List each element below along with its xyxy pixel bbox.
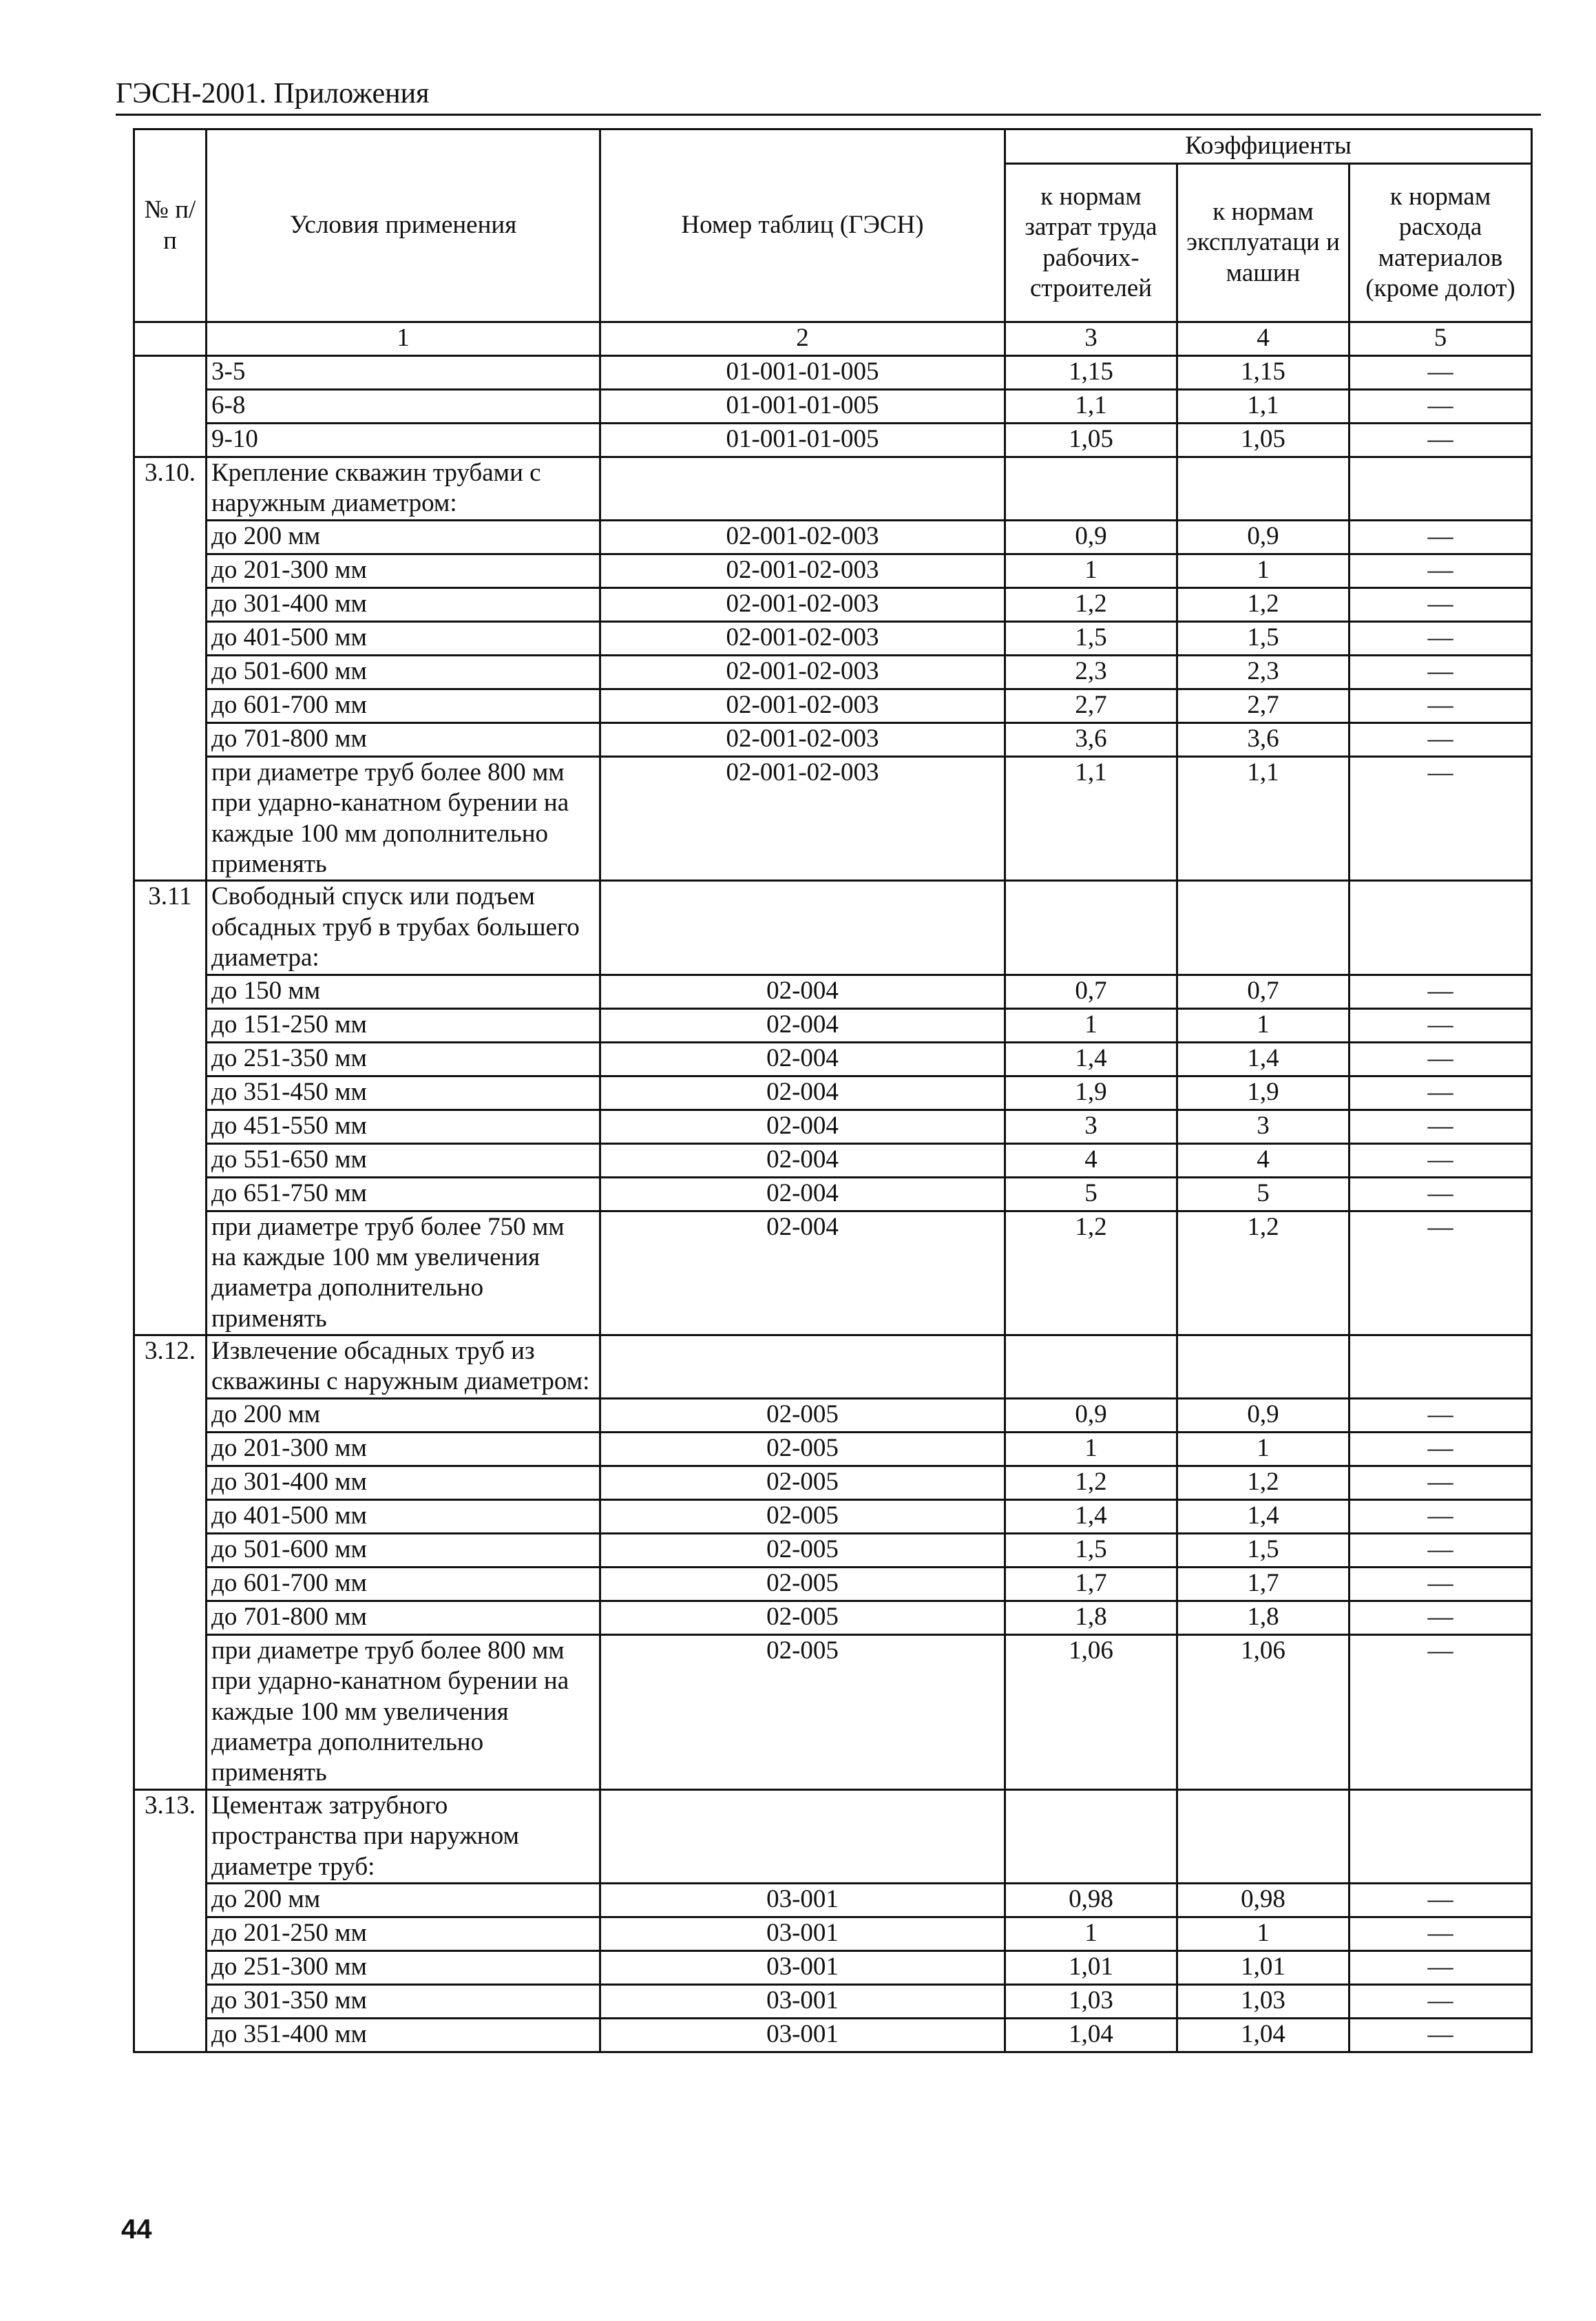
table-number-cell: 02-005: [600, 1634, 1005, 1789]
condition-cell: до 200 мм: [207, 1398, 600, 1432]
header-materials: к нормам расхода материалов (кроме долот): [1350, 164, 1532, 322]
labor-coef-cell: 0,9: [1005, 1398, 1177, 1432]
table-number-cell: [600, 881, 1005, 975]
row-number: [134, 621, 207, 655]
machines-coef-cell: 2,3: [1177, 655, 1350, 689]
table-number-cell: 02-004: [600, 1076, 1005, 1110]
table-number-cell: 02-001-02-003: [600, 722, 1005, 756]
machines-coef-cell: 1,06: [1177, 1634, 1350, 1789]
labor-coef-cell: [1005, 457, 1177, 521]
machines-coef-cell: 1: [1177, 1008, 1350, 1042]
condition-cell: Цементаж затрубного пространства при наружном диаметре труб:: [207, 1789, 600, 1883]
materials-coef-cell: —: [1350, 1398, 1532, 1432]
materials-coef-cell: —: [1350, 2018, 1532, 2052]
condition-cell: до 601-700 мм: [207, 1567, 600, 1601]
materials-coef-cell: —: [1350, 621, 1532, 655]
table-row: [134, 621, 1532, 655]
table-number-cell: 03-001: [600, 1917, 1005, 1950]
table-number-cell: 02-005: [600, 1601, 1005, 1634]
condition-cell: 3-5: [207, 356, 600, 390]
machines-coef-cell: 1: [1177, 1432, 1350, 1466]
table-row: [134, 1177, 1532, 1211]
condition-cell: до 151-250 мм: [207, 1008, 600, 1042]
labor-coef-cell: 1: [1005, 1008, 1177, 1042]
table-row: [134, 1143, 1532, 1177]
table-row: [134, 1917, 1532, 1950]
condition-cell: до 301-350 мм: [207, 1984, 600, 2018]
condition-cell: до 501-600 мм: [207, 655, 600, 689]
labor-coef-cell: 1,03: [1005, 1984, 1177, 2018]
table-row: [134, 356, 1532, 390]
materials-coef-cell: —: [1350, 1076, 1532, 1110]
row-number: [134, 2018, 207, 2052]
condition-cell: до 651-750 мм: [207, 1177, 600, 1211]
materials-coef-cell: —: [1350, 1466, 1532, 1499]
table-row: [134, 1466, 1532, 1499]
labor-coef-cell: 1,15: [1005, 356, 1177, 390]
row-number: [134, 1567, 207, 1601]
materials-coef-cell: —: [1350, 1042, 1532, 1076]
table-row: [134, 722, 1532, 756]
labor-coef-cell: 1,5: [1005, 1533, 1177, 1567]
labor-coef-cell: 1: [1005, 1917, 1177, 1950]
header-condition: Условия применения: [207, 129, 600, 322]
table-row: [134, 390, 1532, 424]
table-row: [134, 1634, 1532, 1789]
condition-cell: до 201-300 мм: [207, 1432, 600, 1466]
header-labor: к нормам затрат труда рабочих-строителей: [1005, 164, 1177, 322]
table-row: [134, 1042, 1532, 1076]
table-row: [134, 1211, 1532, 1335]
table-number-cell: 02-005: [600, 1567, 1005, 1601]
row-number: [134, 390, 207, 424]
table-row: [134, 1398, 1532, 1432]
header-coefficients: Коэффициенты: [1005, 129, 1532, 164]
machines-coef-cell: 0,7: [1177, 975, 1350, 1008]
row-number: 3.10.: [134, 457, 207, 521]
materials-coef-cell: —: [1350, 1177, 1532, 1211]
row-number: [134, 1008, 207, 1042]
table-row: [134, 554, 1532, 587]
labor-coef-cell: 3: [1005, 1110, 1177, 1143]
labor-coef-cell: 2,7: [1005, 689, 1177, 722]
condition-cell: до 701-800 мм: [207, 722, 600, 756]
table-row: [134, 1883, 1532, 1917]
condition-cell: до 301-400 мм: [207, 587, 600, 621]
condition-cell: до 701-800 мм: [207, 1601, 600, 1634]
machines-coef-cell: 1,15: [1177, 356, 1350, 390]
row-number: [134, 1042, 207, 1076]
table-row: [134, 1567, 1532, 1601]
materials-coef-cell: —: [1350, 1499, 1532, 1533]
row-number: [134, 356, 207, 390]
column-number: 1: [207, 322, 600, 356]
row-number: [134, 1634, 207, 1789]
materials-coef-cell: —: [1350, 1984, 1532, 2018]
labor-coef-cell: 1,2: [1005, 587, 1177, 621]
row-number: [134, 1110, 207, 1143]
column-number-row: [134, 322, 1532, 356]
machines-coef-cell: 1,4: [1177, 1499, 1350, 1533]
header-machines: к нормам эксплуатаци и машин: [1177, 164, 1350, 322]
machines-coef-cell: [1177, 1335, 1350, 1399]
condition-cell: до 200 мм: [207, 520, 600, 554]
row-number: [134, 975, 207, 1008]
row-number: [134, 1984, 207, 2018]
materials-coef-cell: —: [1350, 520, 1532, 554]
table-number-cell: 02-001-02-003: [600, 655, 1005, 689]
materials-coef-cell: —: [1350, 390, 1532, 424]
condition-cell: до 401-500 мм: [207, 1499, 600, 1533]
condition-cell: до 401-500 мм: [207, 621, 600, 655]
labor-coef-cell: 1,9: [1005, 1076, 1177, 1110]
table-number-cell: 02-004: [600, 1110, 1005, 1143]
table-number-cell: 02-004: [600, 1177, 1005, 1211]
labor-coef-cell: 1,01: [1005, 1950, 1177, 1984]
machines-coef-cell: 5: [1177, 1177, 1350, 1211]
row-number: 3.13.: [134, 1789, 207, 1883]
page-header: ГЭСН-2001. Приложения: [116, 78, 430, 110]
row-number: [134, 722, 207, 756]
table-row: [134, 424, 1532, 457]
column-number: 2: [600, 322, 1005, 356]
column-number-blank: [134, 322, 207, 356]
condition-cell: до 601-700 мм: [207, 689, 600, 722]
machines-coef-cell: 1,8: [1177, 1601, 1350, 1634]
table-number-cell: 02-004: [600, 1211, 1005, 1335]
table-number-cell: 02-004: [600, 1008, 1005, 1042]
materials-coef-cell: —: [1350, 1917, 1532, 1950]
table-row: [134, 1789, 1532, 1883]
labor-coef-cell: 1: [1005, 1432, 1177, 1466]
column-number: 4: [1177, 322, 1350, 356]
table-row: [134, 756, 1532, 881]
machines-coef-cell: 1,1: [1177, 390, 1350, 424]
materials-coef-cell: —: [1350, 1883, 1532, 1917]
materials-coef-cell: [1350, 881, 1532, 975]
materials-coef-cell: —: [1350, 689, 1532, 722]
machines-coef-cell: 1,04: [1177, 2018, 1350, 2052]
table-number-cell: 02-004: [600, 975, 1005, 1008]
row-number: [134, 655, 207, 689]
header-no: № п/п: [134, 129, 207, 322]
machines-coef-cell: [1177, 1789, 1350, 1883]
labor-coef-cell: 1,2: [1005, 1211, 1177, 1335]
materials-coef-cell: —: [1350, 1567, 1532, 1601]
table-number-cell: 02-005: [600, 1432, 1005, 1466]
table-row: [134, 587, 1532, 621]
machines-coef-cell: 4: [1177, 1143, 1350, 1177]
materials-coef-cell: —: [1350, 1008, 1532, 1042]
table-row: [134, 1008, 1532, 1042]
materials-coef-cell: —: [1350, 1601, 1532, 1634]
labor-coef-cell: 1,2: [1005, 1466, 1177, 1499]
column-number: 5: [1350, 322, 1532, 356]
machines-coef-cell: 1,4: [1177, 1042, 1350, 1076]
labor-coef-cell: 0,9: [1005, 520, 1177, 554]
labor-coef-cell: [1005, 1335, 1177, 1399]
labor-coef-cell: 1,1: [1005, 390, 1177, 424]
materials-coef-cell: [1350, 1335, 1532, 1399]
condition-cell: до 200 мм: [207, 1883, 600, 1917]
table-number-cell: 01-001-01-005: [600, 356, 1005, 390]
machines-coef-cell: 1,03: [1177, 1984, 1350, 2018]
table-number-cell: 02-001-02-003: [600, 520, 1005, 554]
labor-coef-cell: 1,4: [1005, 1499, 1177, 1533]
table-row: [134, 520, 1532, 554]
condition-cell: при диаметре труб более 750 мм на каждые 100 мм увеличения диаметра дополнительно применять: [207, 1211, 600, 1335]
labor-coef-cell: 4: [1005, 1143, 1177, 1177]
row-number: [134, 587, 207, 621]
condition-cell: до 351-450 мм: [207, 1076, 600, 1110]
row-number: [134, 1177, 207, 1211]
row-number: [134, 1398, 207, 1432]
table-number-cell: 02-005: [600, 1398, 1005, 1432]
machines-coef-cell: 1,2: [1177, 1466, 1350, 1499]
labor-coef-cell: 0,7: [1005, 975, 1177, 1008]
table-row: [134, 1432, 1532, 1466]
column-number: 3: [1005, 322, 1177, 356]
condition-cell: Свободный спуск или подъем обсадных труб в трубах большего диаметра:: [207, 881, 600, 975]
table-number-cell: 02-005: [600, 1466, 1005, 1499]
materials-coef-cell: —: [1350, 1211, 1532, 1335]
table-row: [134, 655, 1532, 689]
row-number: [134, 1601, 207, 1634]
table-number-cell: 02-001-02-003: [600, 621, 1005, 655]
table-row: [134, 1110, 1532, 1143]
row-number: [134, 1917, 207, 1950]
materials-coef-cell: —: [1350, 554, 1532, 587]
materials-coef-cell: —: [1350, 1950, 1532, 1984]
condition-cell: до 251-350 мм: [207, 1042, 600, 1076]
labor-coef-cell: 1,06: [1005, 1634, 1177, 1789]
materials-coef-cell: —: [1350, 1143, 1532, 1177]
materials-coef-cell: —: [1350, 356, 1532, 390]
table-number-cell: 02-001-02-003: [600, 756, 1005, 881]
table-number-cell: 02-001-02-003: [600, 587, 1005, 621]
machines-coef-cell: [1177, 457, 1350, 521]
condition-cell: Крепление скважин трубами с наружным диаметром:: [207, 457, 600, 521]
machines-coef-cell: 1,5: [1177, 1533, 1350, 1567]
row-number: [134, 1883, 207, 1917]
machines-coef-cell: 0,98: [1177, 1883, 1350, 1917]
table-row: [134, 1950, 1532, 1984]
machines-coef-cell: 1,01: [1177, 1950, 1350, 1984]
table-number-cell: 03-001: [600, 1950, 1005, 1984]
labor-coef-cell: 1,05: [1005, 424, 1177, 457]
table-number-cell: [600, 1335, 1005, 1399]
materials-coef-cell: —: [1350, 756, 1532, 881]
table-row: [134, 457, 1532, 521]
row-number: [134, 689, 207, 722]
table-row: [134, 2018, 1532, 2052]
machines-coef-cell: 1,9: [1177, 1076, 1350, 1110]
materials-coef-cell: —: [1350, 1533, 1532, 1567]
labor-coef-cell: 1,5: [1005, 621, 1177, 655]
table-number-cell: 03-001: [600, 1984, 1005, 2018]
table-number-cell: 02-005: [600, 1533, 1005, 1567]
machines-coef-cell: 1,7: [1177, 1567, 1350, 1601]
machines-coef-cell: 3,6: [1177, 722, 1350, 756]
machines-coef-cell: 0,9: [1177, 1398, 1350, 1432]
condition-cell: до 201-300 мм: [207, 554, 600, 587]
table-number-cell: 02-004: [600, 1143, 1005, 1177]
machines-coef-cell: 0,9: [1177, 520, 1350, 554]
table-row: [134, 1984, 1532, 2018]
table-row: [134, 1335, 1532, 1399]
labor-coef-cell: 0,98: [1005, 1883, 1177, 1917]
materials-coef-cell: —: [1350, 1634, 1532, 1789]
labor-coef-cell: 1,1: [1005, 756, 1177, 881]
labor-coef-cell: 5: [1005, 1177, 1177, 1211]
header-rule: [116, 114, 1541, 116]
machines-coef-cell: 2,7: [1177, 689, 1350, 722]
materials-coef-cell: [1350, 457, 1532, 521]
materials-coef-cell: —: [1350, 722, 1532, 756]
table-number-cell: 01-001-01-005: [600, 390, 1005, 424]
materials-coef-cell: —: [1350, 975, 1532, 1008]
header-table-no: Номер таблиц (ГЭСН): [600, 129, 1005, 322]
row-number: [134, 1143, 207, 1177]
machines-coef-cell: 1: [1177, 1917, 1350, 1950]
condition-cell: до 551-650 мм: [207, 1143, 600, 1177]
condition-cell: Извлечение обсадных труб из скважины с наружным диаметром:: [207, 1335, 600, 1399]
table-number-cell: 03-001: [600, 2018, 1005, 2052]
labor-coef-cell: 1,7: [1005, 1567, 1177, 1601]
condition-cell: до 201-250 мм: [207, 1917, 600, 1950]
machines-coef-cell: [1177, 881, 1350, 975]
machines-coef-cell: 1,5: [1177, 621, 1350, 655]
machines-coef-cell: 1,2: [1177, 587, 1350, 621]
table-number-cell: 02-005: [600, 1499, 1005, 1533]
machines-coef-cell: 1,2: [1177, 1211, 1350, 1335]
table-row: [134, 1601, 1532, 1634]
row-number: [134, 1466, 207, 1499]
labor-coef-cell: [1005, 881, 1177, 975]
table-body: [134, 356, 1532, 2052]
row-number: [134, 756, 207, 881]
row-number: 3.12.: [134, 1335, 207, 1399]
labor-coef-cell: 1,4: [1005, 1042, 1177, 1076]
condition-cell: до 451-550 мм: [207, 1110, 600, 1143]
materials-coef-cell: —: [1350, 1110, 1532, 1143]
table-row: [134, 975, 1532, 1008]
condition-cell: 6-8: [207, 390, 600, 424]
table-number-cell: [600, 457, 1005, 521]
labor-coef-cell: 1: [1005, 554, 1177, 587]
row-number: 3.11: [134, 881, 207, 975]
machines-coef-cell: 3: [1177, 1110, 1350, 1143]
table-row: [134, 1533, 1532, 1567]
condition-cell: при диаметре труб более 800 мм при ударно-канатном бурении на каждые 100 мм дополнительно применять: [207, 756, 600, 881]
labor-coef-cell: 2,3: [1005, 655, 1177, 689]
table-number-cell: 02-001-02-003: [600, 689, 1005, 722]
table-row: [134, 1499, 1532, 1533]
materials-coef-cell: —: [1350, 1432, 1532, 1466]
condition-cell: при диаметре труб более 800 мм при ударно-канатном бурении на каждые 100 мм увеличения диаметра дополнительно применять: [207, 1634, 600, 1789]
table-number-cell: 01-001-01-005: [600, 424, 1005, 457]
row-number: [134, 1533, 207, 1567]
table-row: [134, 689, 1532, 722]
table-number-cell: 03-001: [600, 1883, 1005, 1917]
condition-cell: до 150 мм: [207, 975, 600, 1008]
machines-coef-cell: 1,05: [1177, 424, 1350, 457]
materials-coef-cell: —: [1350, 655, 1532, 689]
condition-cell: до 301-400 мм: [207, 1466, 600, 1499]
materials-coef-cell: —: [1350, 587, 1532, 621]
condition-cell: до 351-400 мм: [207, 2018, 600, 2052]
labor-coef-cell: 1,04: [1005, 2018, 1177, 2052]
row-number: [134, 520, 207, 554]
row-number: [134, 1950, 207, 1984]
condition-cell: до 501-600 мм: [207, 1533, 600, 1567]
row-number: [134, 1211, 207, 1335]
table-number-cell: 02-001-02-003: [600, 554, 1005, 587]
materials-coef-cell: [1350, 1789, 1532, 1883]
table-number-cell: [600, 1789, 1005, 1883]
labor-coef-cell: 3,6: [1005, 722, 1177, 756]
table-number-cell: 02-004: [600, 1042, 1005, 1076]
row-number: [134, 1432, 207, 1466]
coefficients-table: [133, 128, 1533, 2053]
machines-coef-cell: 1,1: [1177, 756, 1350, 881]
table-row: [134, 1076, 1532, 1110]
labor-coef-cell: [1005, 1789, 1177, 1883]
machines-coef-cell: 1: [1177, 554, 1350, 587]
row-number: [134, 554, 207, 587]
row-number: [134, 1499, 207, 1533]
condition-cell: до 251-300 мм: [207, 1950, 600, 1984]
labor-coef-cell: 1,8: [1005, 1601, 1177, 1634]
materials-coef-cell: —: [1350, 424, 1532, 457]
row-number: [134, 424, 207, 457]
page-number: 44: [121, 2214, 152, 2245]
row-number: [134, 1076, 207, 1110]
condition-cell: 9-10: [207, 424, 600, 457]
table-row: [134, 881, 1532, 975]
